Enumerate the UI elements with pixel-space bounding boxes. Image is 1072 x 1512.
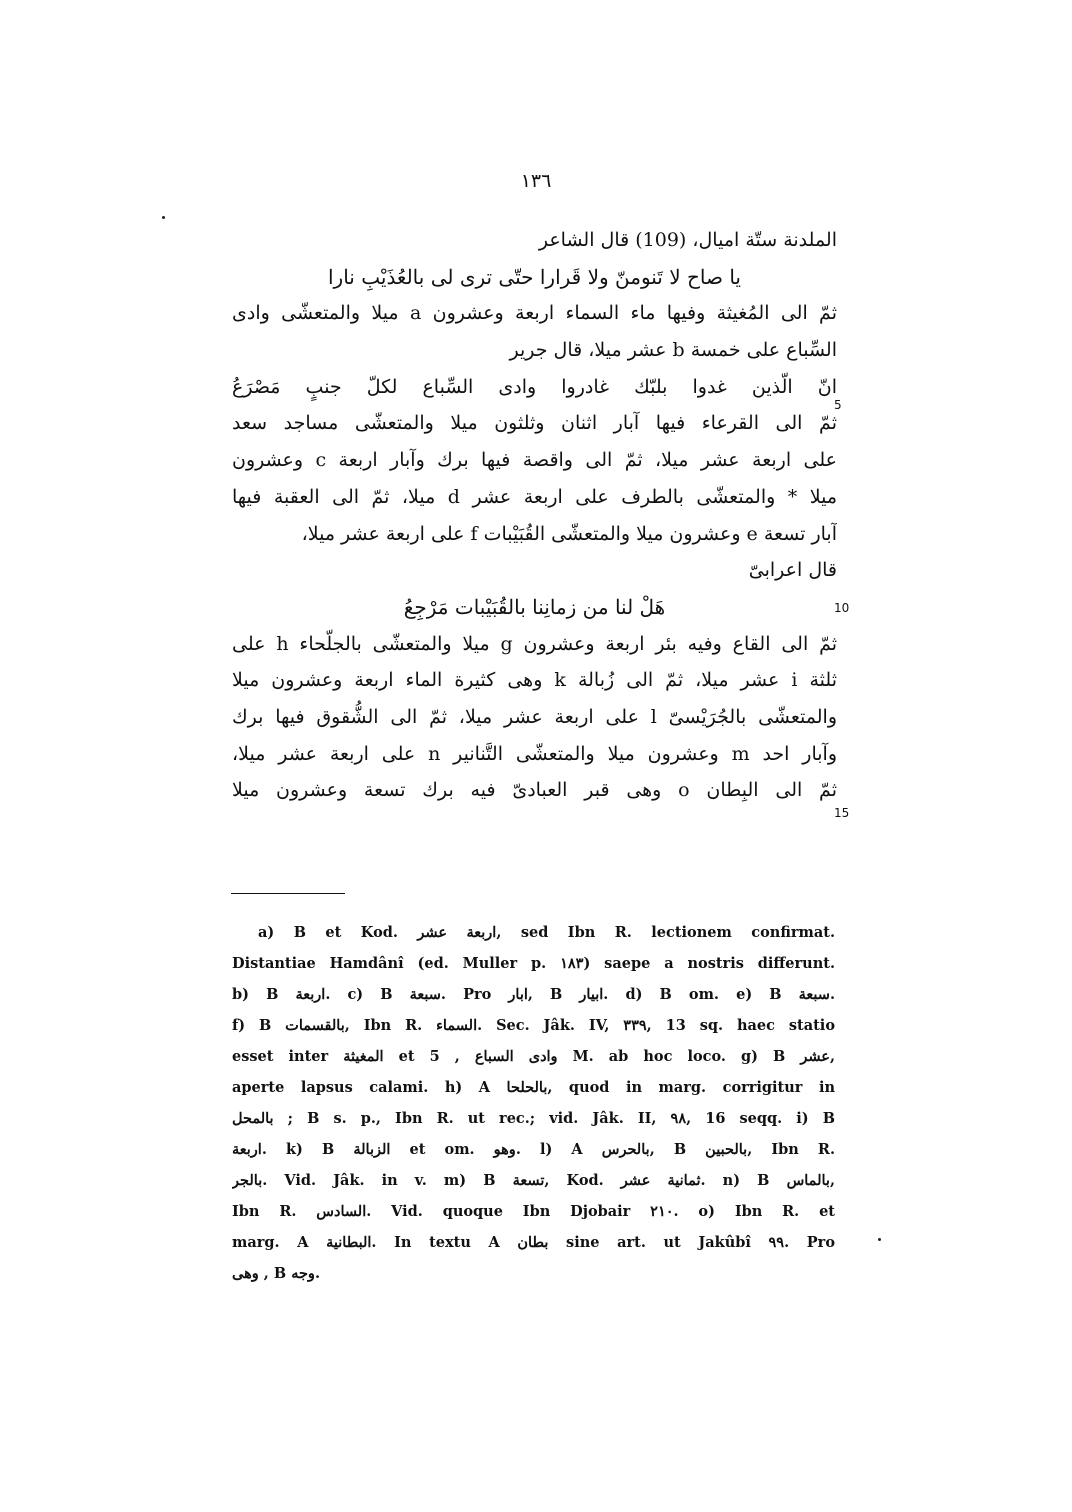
- footnote-line: وهى , B وجه.: [232, 1265, 320, 1282]
- footnote-line: Ibn R. السادس. Vid. quoque Ibn Djobair ٢١٠. o) Ibn R. et: [232, 1203, 835, 1220]
- footnote-divider: [231, 893, 345, 894]
- footnote-line: marg. A البطانية. In textu A بطان sine art. ut Jakûbî ٩٩. Pro: [232, 1234, 835, 1251]
- verse-line: هَلْ لنا من زمانِنا بالقُبَيْبات مَرْجِعُ: [403, 594, 666, 619]
- text-line: ثمّ الى القاع وفيه بئر اربعة وعشرون g ميلا والمتعشّى بالجلّحاء h على: [232, 632, 837, 655]
- text-line: السِّباع على خمسة b عشر ميلا، قال جرير: [509, 339, 837, 362]
- footnote-line: اربعة. k) B الزبالة et om. وهو. l) A بالحرس, B بالحبين, Ibn R.: [232, 1141, 835, 1158]
- text-line: وآبار احد m وعشرون ميلا والمتعشّى التَّنانير n على اربعة عشر ميلا،: [232, 742, 837, 765]
- footnote-line: aperte lapsus calami. h) A بالحلحا, quod in marg. corrigitur in: [232, 1079, 835, 1096]
- footnote-line: b) B اربعة. c) B سبعة. Pro ابار, B ابيار. d) B om. e) B سبعة.: [232, 986, 835, 1003]
- footnote-line: a) B et Kod. اربعة عشر, sed Ibn R. lectionem confirmat.: [258, 924, 835, 941]
- text-line: ثمّ الى المُغيثة وفيها ماء السماء اربعة وعشرون a ميلا والمتعشّى وادى: [232, 302, 837, 325]
- line-number: 15: [834, 806, 850, 820]
- text-line: ثمّ الى البِطان o وهى قبر العبادىّ فيه برك تسعة وعشرون ميلا: [232, 779, 837, 802]
- text-line: على اربعة عشر ميلا، ثمّ الى واقصة فيها برك وآبار اربعة c وعشرون: [232, 449, 837, 472]
- text-line: آبار تسعة e وعشرون ميلا والمتعشّى القُبَيْبات f على اربعة عشر ميلا،: [301, 522, 837, 545]
- scan-speck: [162, 216, 165, 219]
- text-line: قال اعرابىّ: [748, 559, 837, 582]
- text-line: الملدنة ستّة اميال، (109) قال الشاعر: [538, 229, 837, 251]
- footnote-line: esset inter المغيثة et وادى السباع , 5 M. ab hoc loco. g) B عشر,: [232, 1048, 835, 1065]
- footnote-line: بالجر. Vid. Jâk. in v. m) B تسعة, Kod. ثمانية عشر. n) B بالماس,: [232, 1172, 835, 1189]
- footnote-line: f) B بالقسمات, Ibn R. السماء. Sec. Jâk. IV, ٣٣٩, 13 sq. haec statio: [232, 1017, 835, 1034]
- footnote-line: بالمحل ; B s. p., Ibn R. ut rec.; vid. Jâk. II, ٩٨, 16 seqq. i) B: [232, 1110, 835, 1127]
- line-number: 10: [834, 601, 850, 615]
- main-text: [232, 222, 837, 809]
- verse-line: انّ الّذين غدوا بلبّك غادروا وادى السِّباع لكلّ جنبٍ مَصْرَعُ: [232, 375, 837, 398]
- footnote-line: Distantiae Hamdânî (ed. Muller p. ١٨٣) saepe a nostris differunt.: [232, 955, 835, 972]
- line-number: 5: [834, 398, 842, 412]
- text-line: ثلثة i عشر ميلا، ثمّ الى زُبالة k وهى كثيرة الماء اربعة وعشرون ميلا: [232, 669, 837, 692]
- text-line: ميلا * والمتعشّى بالطرف على اربعة عشر d ميلا، ثمّ الى العقبة فيها: [232, 485, 837, 508]
- footnotes: [232, 917, 835, 1289]
- text-line: والمتعشّى بالجُرَيْسىّ l على اربعة عشر ميلا، ثمّ الى الشُّقوق فيها برك: [232, 705, 837, 728]
- page-number: ١٣٦: [520, 170, 552, 192]
- text-line: ثمّ الى القرعاء فيها آبار اثنان وثلثون ميلا والمتعشّى مساجد سعد: [232, 412, 837, 435]
- scan-speck: [878, 1238, 881, 1241]
- verse-line: يا صاح لا تَنومنّ ولا قَرارا حتّى ترى لى بالعُذَيْبِ نارا: [328, 264, 741, 289]
